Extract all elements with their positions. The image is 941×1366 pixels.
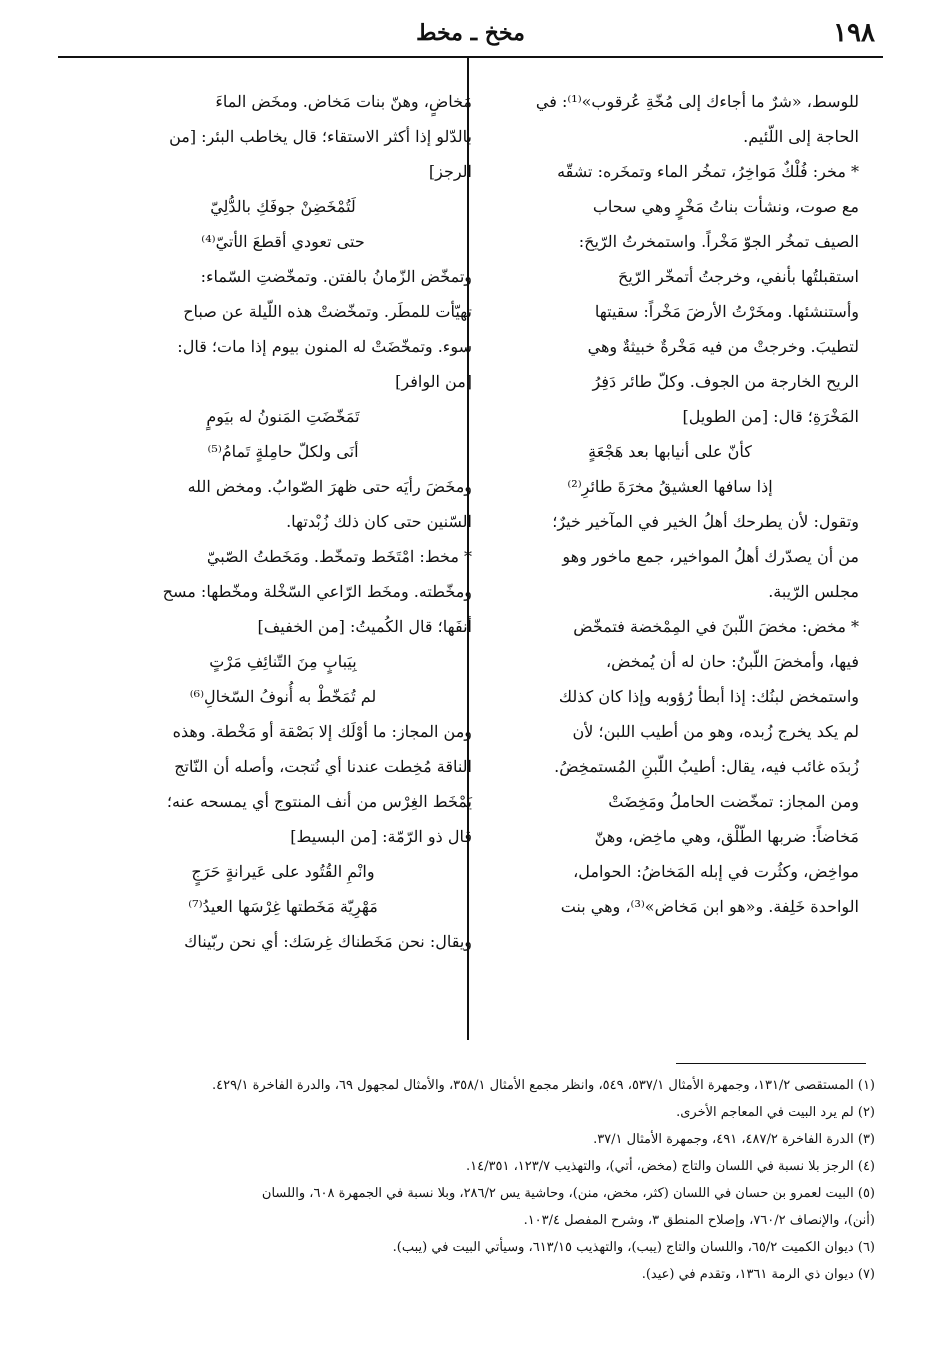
footnote: (٥) البيت لعمرو بن حسان في اللسان (كثر، مخض، منن)، وحاشية يس ٢٨٦/٢، وبلا نسبة في الجمهرة ٦٠٨، واللسان: [261, 1186, 875, 1201]
running-title: مخخ ـ مخط: [416, 20, 525, 46]
footnote: (١) المستقصى ١٣١/٢، وجمهرة الأمثال ٥٣٧/١، ٥٤٩، وانظر مجمع الأمثال ٣٥٨/١، والأمثال لمجهول ٦٩، والدرة الفاخرة ٤٢٩/١.: [212, 1078, 875, 1093]
verse-line: مَهْرِيّة مَخَطتها غِرْسَها العيدُ⁽⁷⁾: [188, 897, 378, 916]
footnote: (٦) ديوان الكميت ٦٥/٢، واللسان والتاج (يبب)، والتهذيب ٦١٣/١٥، وسيأتي البيت في (يبب).: [392, 1240, 875, 1255]
footnote: (أنن)، والإنصاف ٧٦٠/٢، وإصلاح المنطق ٣، وشرح المفصل ١٠٣/٤.: [523, 1213, 875, 1228]
page-number: ١٩٨: [833, 18, 875, 48]
text-line: تهيّأت للمطَر. وتمخّضتْ هذه اللّيلة عن صباح: [183, 302, 472, 321]
text-line: استقبلتُها بأنفي، وخرجتُ أتمخّر الرّيحَ: [618, 267, 859, 286]
entry-heading-line: * مخط: امْتَخَط وتمخّط. ومَخَطتُ الصّبيّ: [206, 547, 472, 566]
text-line: ومن المجاز: تمخّضت الحاملُ ومَخِضَتْ: [608, 792, 859, 811]
header-rule: [58, 56, 883, 58]
entry-heading-line: * مخض: مخضَ اللّبنَ في المِمْخضة فتمخّض: [573, 617, 859, 636]
left-column: [94, 84, 472, 959]
text-line: الصيف تمخُر الجوّ مَخْراً. واستمخرتُ الرّيحَ:: [578, 232, 859, 251]
footnote: (٧) ديوان ذي الرمة ١٣٦١، وتقدم في (عيد).: [641, 1267, 875, 1282]
verse-line: بِيَبابٍ مِنَ التّنائِفِ مَرْتٍ: [209, 652, 357, 671]
verse-line: تَمَخّضَتِ المَنونُ له بيَومٍ: [206, 407, 360, 426]
verse-line: كأنّ على أنيابها بعد هَجْعَةٍ: [588, 442, 752, 461]
footnote: (٤) الرجز بلا نسبة في اللسان والتاج (مخض، أتي)، والتهذيب ١٢٣/٧، ١٤/٣٥١.: [466, 1159, 875, 1174]
text-line: قال ذو الرّمّة: [من البسيط]: [290, 827, 472, 846]
text-line: يَمْخَط الغِرْس من أنف المنتوج أي يمسحه عنه؛: [166, 792, 472, 811]
text-line: ومخّطته. ومخَط الرّاعي السّخْلة ومخّطها: مسح: [162, 582, 472, 601]
footnote: (٣) الدرة الفاخرة ٤٨٧/٢، ٤٩١، وجمهرة الأمثال ٣٧/١.: [593, 1132, 875, 1147]
text-line: للوسط، «شرٌ ما أجاءك إلى مُخّةِ عُرقوب»⁽¹⁾: في: [535, 92, 859, 111]
text-line: مجلس الرّيبة.: [768, 582, 859, 601]
verse-line: لم تُمَخّطْ به أُنوفُ السّخالِ⁽⁶⁾: [189, 687, 377, 706]
page-header: [58, 12, 883, 52]
text-line: من أن يصدّرك أهلُ المواخير، جمع ماخور وهو: [562, 547, 859, 566]
text-line: فيها، وأمخضَ اللّبنُ: حان له أن يُمخض،: [605, 652, 859, 671]
text-line: وأستنشئها. ومخَرْتُ الأرضَ مَخْراً: سقيتها: [594, 302, 859, 321]
text-line: السّنين حتى كان ذلك زُبْدتها.: [286, 512, 472, 531]
text-line: المَخْرَةِ؛ قال: [من الطويل]: [682, 407, 859, 426]
footnote-rule: [676, 1063, 866, 1064]
text-line: ومخَضَ رأيَه حتى ظهرَ الصّوابُ. ومخض الله: [187, 477, 472, 496]
verse-line: لَتُمْخَضِنْ جوفَكِ بالدُّلِيّ: [210, 197, 356, 216]
text-line: مَخاضٍ، وهنّ بنات مَخاض. ومخَض الماءَ: [215, 92, 472, 111]
entry-heading-line: * مخر: فُلْكٌ مَواخِرُ، تمخُر الماء وتمخَره: تشقّه: [557, 162, 859, 181]
verse-line: حتى تعودي أقطعَ الأتيّ⁽⁴⁾: [201, 232, 365, 251]
text-line: [من الوافر]: [395, 372, 472, 391]
text-line: الحاجة إلى اللّئيم.: [743, 127, 859, 146]
text-line: وتمخّض الزّمانُ بالفتن. وتمخّضتِ السّماء:: [200, 267, 472, 286]
right-column: [481, 84, 859, 924]
footnote: (٢) لم يرد البيت في المعاجم الأخرى.: [676, 1105, 875, 1120]
text-line: بالدّلو إذا أكثر الاستقاء؛ قال يخاطب البئر: [من: [169, 127, 472, 146]
text-line: واستمخض لبنُك: إذا أبطأ رُؤوبه وإذا كان كذلك: [558, 687, 859, 706]
verse-line: إذا سافها العشيقُ مخرَةَ طائرِ⁽²⁾: [567, 477, 773, 496]
text-line: الناقة مُخِطت عندنا أي نُتجت، وأصله أن النّاتج: [174, 757, 472, 776]
text-line: أنفَها؛ قال الكُميتُ: [من الخفيف]: [257, 617, 472, 636]
text-line: لم يكد يخرج زُبده، وهو من أطيب اللبن؛ لأن: [572, 722, 859, 741]
text-line: وتقول: لأن يطرحك أهلُ الخير في المآخير خيرٌ؛: [552, 512, 859, 531]
text-line: لتطيبَ. وخرجتْ من فيه مَخْرةٌ خبيثةٌ وهي: [587, 337, 859, 356]
text-line: سوء. وتمخّضَتْ له المنون بيوم إذا مات؛ قال:: [177, 337, 472, 356]
text-line: ومن المجاز: ما أوْلَك إلا بَصْقة أو مَخْطة. وهذه: [172, 722, 472, 741]
text-line: مواخِض، وكثُرت في إبله المَخاضُ: الحوامل،: [573, 862, 859, 881]
text-line: الواحدة خَلِفة. و«هو ابن مَخاض»⁽³⁾، وهي بنت: [560, 897, 859, 916]
footnotes: [62, 1072, 875, 1288]
text-line: مَخاضاً: ضربها الطّلْق، وهي ماخِض، وهنّ: [594, 827, 859, 846]
verse-line: أنَى ولكلّ حامِلةٍ تَمامُ⁽⁵⁾: [207, 442, 359, 461]
text-line: ويقال: نحن مَخَطناك غِرسَك: أي نحن ربّيناك: [184, 932, 472, 951]
verse-line: وانْمِ القُتُود على عَيرانةٍ حَرَجٍ: [191, 862, 375, 881]
text-line: زُبدَه غائب فيه، يقال: أطيبُ اللّبنِ المُستمخِضُ.: [554, 757, 859, 776]
text-line: مع صوت، ونشأت بناتُ مَخْرٍ وهي سحاب: [592, 197, 859, 216]
text-line: الريح الخارجة من الجوف. وكلّ طائر دَفِرُ: [592, 372, 859, 391]
text-line: الرجز]: [428, 162, 472, 181]
